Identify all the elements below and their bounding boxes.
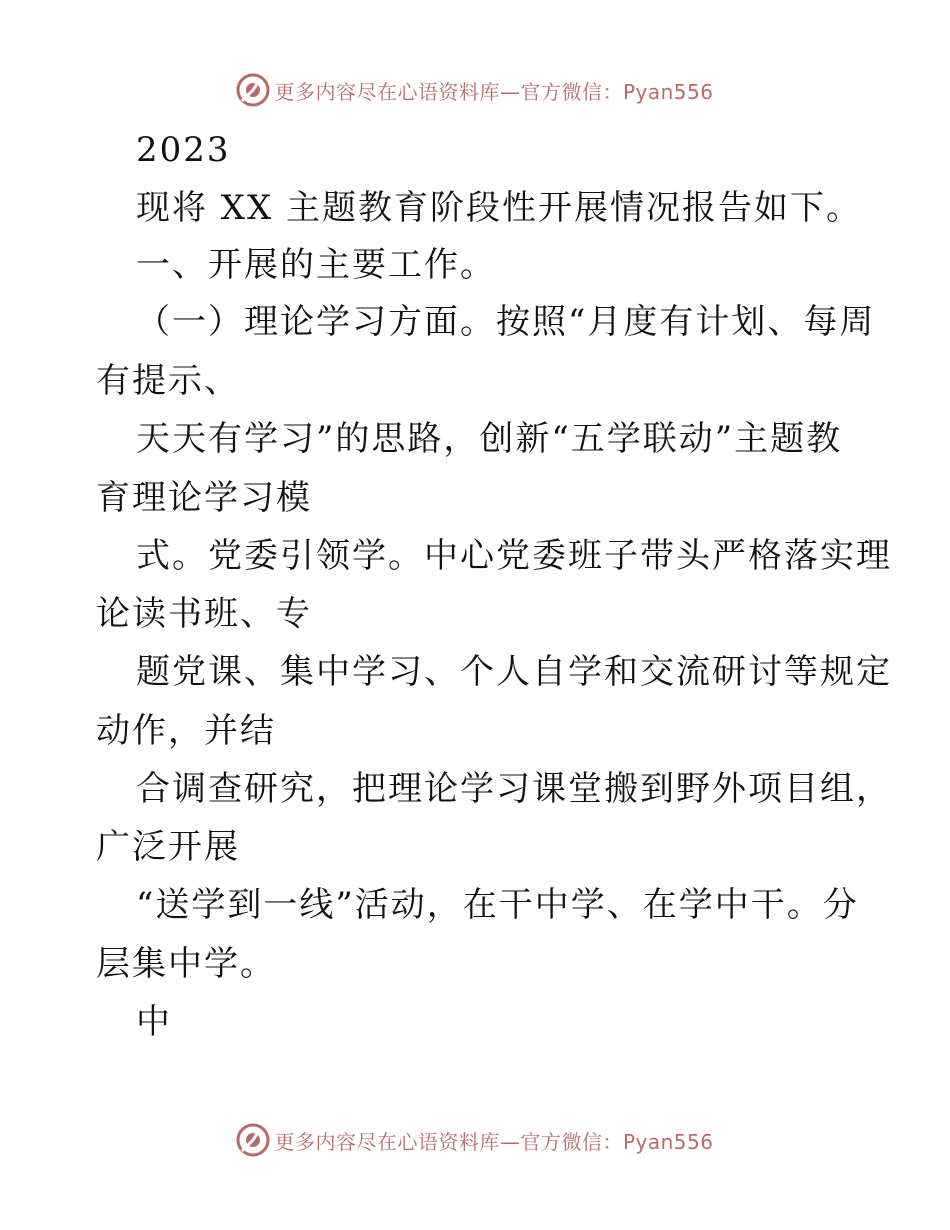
text-line: 有提示、 [96,361,240,401]
logo-icon [236,73,270,107]
text-line: 现将 XX 主题教育阶段性开展情况报告如下。 [136,188,863,228]
text-line: （一）理论学习方面。按照“月度有计划、每周 [136,302,876,342]
text-line: 中 [136,1002,172,1042]
text-line: 2023 [136,130,231,170]
text-line: 一、开展的主要工作。 [136,245,496,285]
banner-text: 更多内容尽在心语资料库—官方微信：Pyan556 [274,1129,714,1154]
text-line: 式。党委引领学。中心党委班子带头严格落实理 [136,536,892,576]
text-line: 天天有学习”的思路，创新“五学联动”主题教 [136,419,843,459]
text-line: “送学到一线”活动，在干中学、在学中干。分 [136,885,859,925]
header-banner [0,70,950,110]
text-line: 育理论学习模 [96,478,312,518]
text-line: 合调查研究，把理论学习课堂搬到野外项目组， [136,769,892,809]
text-line: 层集中学。 [96,944,276,984]
footer-banner [0,1120,950,1160]
text-line: 广泛开展 [96,827,240,867]
text-line: 动作，并结 [96,711,276,751]
text-line: 论读书班、专 [96,594,312,634]
logo-icon [236,1123,270,1157]
banner-text: 更多内容尽在心语资料库—官方微信：Pyan556 [274,79,714,104]
text-line: 题党课、集中学习、个人自学和交流研讨等规定 [136,652,892,692]
